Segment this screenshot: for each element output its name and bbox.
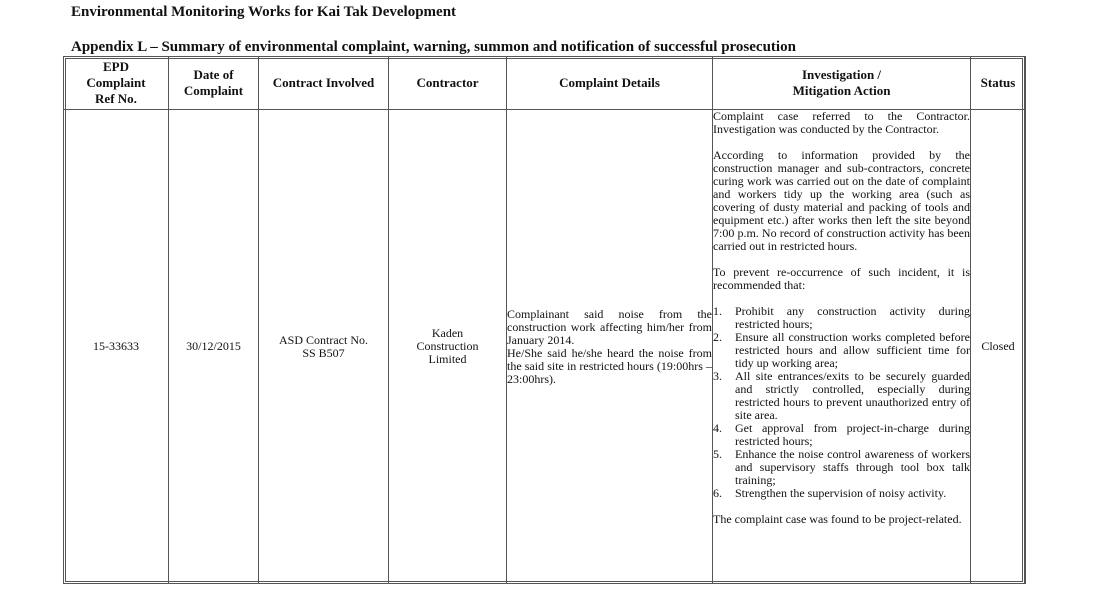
table-outer-border	[63, 56, 1025, 584]
appendix-title: Appendix L – Summary of environmental complaint, warning, summon and notification of successful prosecution	[71, 39, 796, 55]
cell-contract-line: SS B507	[302, 345, 345, 360]
cell-contractor-line: Limited	[428, 352, 467, 366]
cell-ref-no: 15-33633	[64, 110, 169, 584]
recommendation-text: Enhance the noise control awareness of workers and supervisory staffs through tool box talk training;	[735, 447, 970, 487]
document-title: Environmental Monitoring Works for Kai Tak Development	[71, 4, 457, 20]
cell-contractor-line: Kaden	[431, 326, 464, 340]
recommendation-text: Strengthen the supervision of noisy activity.	[735, 486, 947, 500]
header-ref-no-line: Ref No.	[95, 91, 137, 106]
header-date-line: Date of	[193, 67, 234, 82]
recommendation-number: 5.	[713, 447, 722, 461]
complaint-details-paragraph: He/She said he/she heard the noise from the said site in restricted hours (19:00hrs – 23:00hrs).	[507, 345, 712, 386]
recommendation-number: 6.	[713, 486, 722, 500]
header-ref-no-line: Complaint	[86, 75, 146, 90]
header-action-line: Investigation /	[801, 67, 882, 82]
header-status: Status	[971, 57, 1026, 110]
cell-contract-line: ASD Contract No.	[279, 332, 368, 347]
recommendation-text: Get approval from project-in-charge during restricted hours;	[735, 421, 970, 448]
cell-date: 30/12/2015	[169, 110, 259, 584]
header-contract: Contract Involved	[259, 57, 389, 110]
action-recommend-intro: To prevent re-occurrence of such incident, it is recommended that:	[713, 265, 970, 292]
recommendation-number: 1.	[713, 304, 722, 318]
action-intro: Complaint case referred to the Contractor. Investigation was conducted by the Contractor.	[713, 109, 970, 136]
header-action-line: Mitigation Action	[792, 83, 891, 98]
action-finding: According to information provided by the construction manager and sub-contractors, concrete curing work was carried out on the date of complaint and workers tidy up the working area (such as covering of dusty material and packing of tools and equipment etc.) after works then left the site beyond 7:00 p.m. No record of construction activity has been carried out in restricted hours.	[713, 148, 970, 253]
header-details: Complaint Details	[507, 57, 713, 110]
action-conclusion: The complaint case was found to be project-related.	[713, 512, 962, 526]
header-date-line: Complaint	[183, 83, 244, 98]
recommendation-text: Ensure all construction works completed before restricted hours and allow sufficient time for tidy up working area;	[735, 330, 970, 370]
header-ref-no-line: EPD	[103, 59, 129, 74]
recommendation-text: All site entrances/exits to be securely guarded and strictly controlled, especially during restricted hours to prevent unauthorized entry of site area.	[735, 369, 970, 422]
recommendation-number: 3.	[713, 369, 722, 383]
recommendation-text: Prohibit any construction activity during restricted hours;	[735, 304, 970, 331]
recommendation-number: 2.	[713, 330, 722, 344]
header-contractor: Contractor	[389, 57, 507, 110]
cell-contractor-line: Construction	[416, 339, 479, 353]
complaint-details-paragraph: Complainant said noise from the construction work affecting him/her from January 2014.	[507, 306, 712, 347]
recommendation-number: 4.	[713, 421, 722, 435]
cell-status: Closed	[971, 110, 1026, 584]
